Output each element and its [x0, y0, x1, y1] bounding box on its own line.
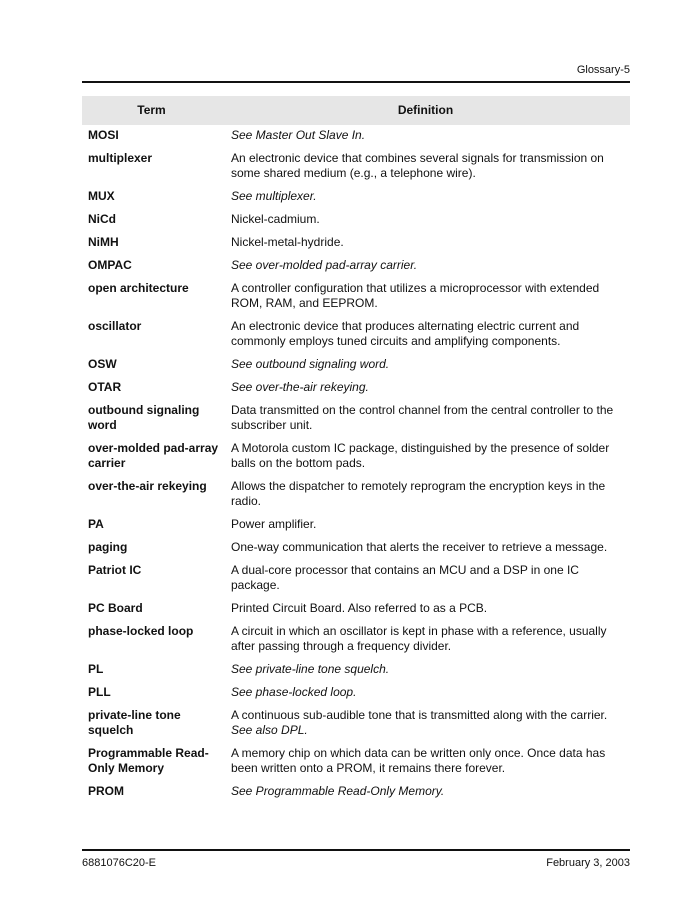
definition-text: One-way communication that alerts the receiver to retrieve a message.	[231, 540, 608, 554]
definition-text: A circuit in which an oscillator is kept in phase with a reference, usually after passing through a frequency divider.	[231, 624, 607, 653]
glossary-definition	[221, 476, 630, 514]
definition-text: See Programmable Read-Only Memory.	[231, 784, 445, 798]
glossary-term: oscillator	[88, 319, 142, 333]
table-row	[82, 621, 630, 659]
definition-text: Nickel-metal-hydride.	[231, 235, 344, 249]
definition-text: See phase-locked loop.	[231, 685, 357, 699]
glossary-term: PC Board	[88, 601, 143, 615]
definition-text: Power amplifier.	[231, 517, 317, 531]
glossary-term: PROM	[88, 784, 124, 798]
glossary-term: private-line tone squelch	[88, 708, 181, 737]
glossary-definition	[221, 148, 630, 186]
column-header-definition: Definition	[221, 96, 630, 125]
glossary-term: Programmable Read-Only Memory	[88, 746, 209, 775]
glossary-body	[82, 125, 630, 804]
table-row	[82, 377, 630, 400]
glossary-definition	[221, 705, 630, 743]
glossary-term: multiplexer	[88, 151, 153, 165]
table-row	[82, 400, 630, 438]
glossary-definition	[221, 186, 630, 209]
glossary-table	[82, 96, 630, 804]
definition-text: See over-the-air rekeying.	[231, 380, 369, 394]
table-row	[82, 682, 630, 705]
see-also-reference: See also DPL.	[231, 723, 308, 737]
glossary-definition	[221, 232, 630, 255]
table-row	[82, 514, 630, 537]
table-row	[82, 476, 630, 514]
definition-text: A continuous sub-audible tone that is transmitted along with the carrier.	[231, 708, 608, 722]
definition-text: See over-molded pad-array carrier.	[231, 258, 418, 272]
definition-text: A memory chip on which data can be written only once. Once data has been written onto a PROM, it remains there forever.	[231, 746, 606, 775]
header-rule	[82, 81, 630, 83]
glossary-term: PLL	[88, 685, 111, 699]
glossary-term: PL	[88, 662, 104, 676]
table-row	[82, 316, 630, 354]
definition-text: Data transmitted on the control channel from the central controller to the subscriber unit.	[231, 403, 614, 432]
glossary-term: MOSI	[88, 128, 119, 142]
glossary-term: Patriot IC	[88, 563, 142, 577]
definition-text: A controller configuration that utilizes a microprocessor with extended ROM, RAM, and EEPROM.	[231, 281, 600, 310]
glossary-term: PA	[88, 517, 104, 531]
table-row	[82, 278, 630, 316]
definition-text: Nickel-cadmium.	[231, 212, 320, 226]
column-header-term: Term	[82, 96, 221, 125]
glossary-definition	[221, 209, 630, 232]
table-row	[82, 743, 630, 781]
glossary-definition	[221, 682, 630, 705]
glossary-term: over-molded pad-array carrier	[88, 441, 219, 470]
table-row	[82, 255, 630, 278]
glossary-term: open architecture	[88, 281, 189, 295]
table-row	[82, 659, 630, 682]
glossary-definition	[221, 537, 630, 560]
table-row	[82, 209, 630, 232]
table-row	[82, 354, 630, 377]
glossary-term: phase-locked loop	[88, 624, 194, 638]
table-header-row	[82, 96, 630, 125]
glossary-term: OMPAC	[88, 258, 132, 272]
glossary-term: NiCd	[88, 212, 116, 226]
document-number: 6881076C20-E	[82, 857, 157, 869]
glossary-definition	[221, 400, 630, 438]
glossary-definition	[221, 560, 630, 598]
glossary-term: MUX	[88, 189, 115, 203]
glossary-term: OTAR	[88, 380, 122, 394]
glossary-definition	[221, 438, 630, 476]
glossary-definition	[221, 781, 630, 804]
glossary-term: over-the-air rekeying	[88, 479, 207, 493]
glossary-definition	[221, 278, 630, 316]
definition-text: An electronic device that combines several signals for transmission on some shared medium (e.g., a telephone wire).	[231, 151, 604, 180]
glossary-definition	[221, 621, 630, 659]
glossary-definition	[221, 125, 630, 148]
table-row	[82, 537, 630, 560]
definition-text: Allows the dispatcher to remotely reprogram the encryption keys in the radio.	[231, 479, 606, 508]
table-row	[82, 598, 630, 621]
glossary-definition	[221, 514, 630, 537]
glossary-definition	[221, 598, 630, 621]
glossary-term: paging	[88, 540, 128, 554]
glossary-definition	[221, 377, 630, 400]
table-row	[82, 438, 630, 476]
glossary-definition	[221, 316, 630, 354]
footer-rule	[82, 849, 630, 851]
definition-text: See outbound signaling word.	[231, 357, 390, 371]
glossary-term: OSW	[88, 357, 117, 371]
definition-text: A Motorola custom IC package, distinguished by the presence of solder balls on the bottom pads.	[231, 441, 610, 470]
glossary-definition	[221, 659, 630, 682]
glossary-definition	[221, 743, 630, 781]
table-row	[82, 705, 630, 743]
glossary-definition	[221, 354, 630, 377]
definition-text: See private-line tone squelch.	[231, 662, 390, 676]
publication-date: February 3, 2003	[546, 857, 630, 869]
table-row	[82, 148, 630, 186]
definition-text: See Master Out Slave In.	[231, 128, 366, 142]
table-row	[82, 781, 630, 804]
definition-text: Printed Circuit Board. Also referred to as a PCB.	[231, 601, 488, 615]
table-row	[82, 125, 630, 148]
page-number: Glossary-5	[576, 64, 630, 76]
glossary-term: outbound signaling word	[88, 403, 200, 432]
glossary-term: NiMH	[88, 235, 119, 249]
glossary-definition	[221, 255, 630, 278]
definition-text: See multiplexer.	[231, 189, 317, 203]
table-row	[82, 232, 630, 255]
table-row	[82, 560, 630, 598]
definition-text: A dual-core processor that contains an MCU and a DSP in one IC package.	[231, 563, 579, 592]
definition-text: An electronic device that produces alternating electric current and commonly employs tuned circuits and amplifying components.	[231, 319, 580, 348]
table-row	[82, 186, 630, 209]
